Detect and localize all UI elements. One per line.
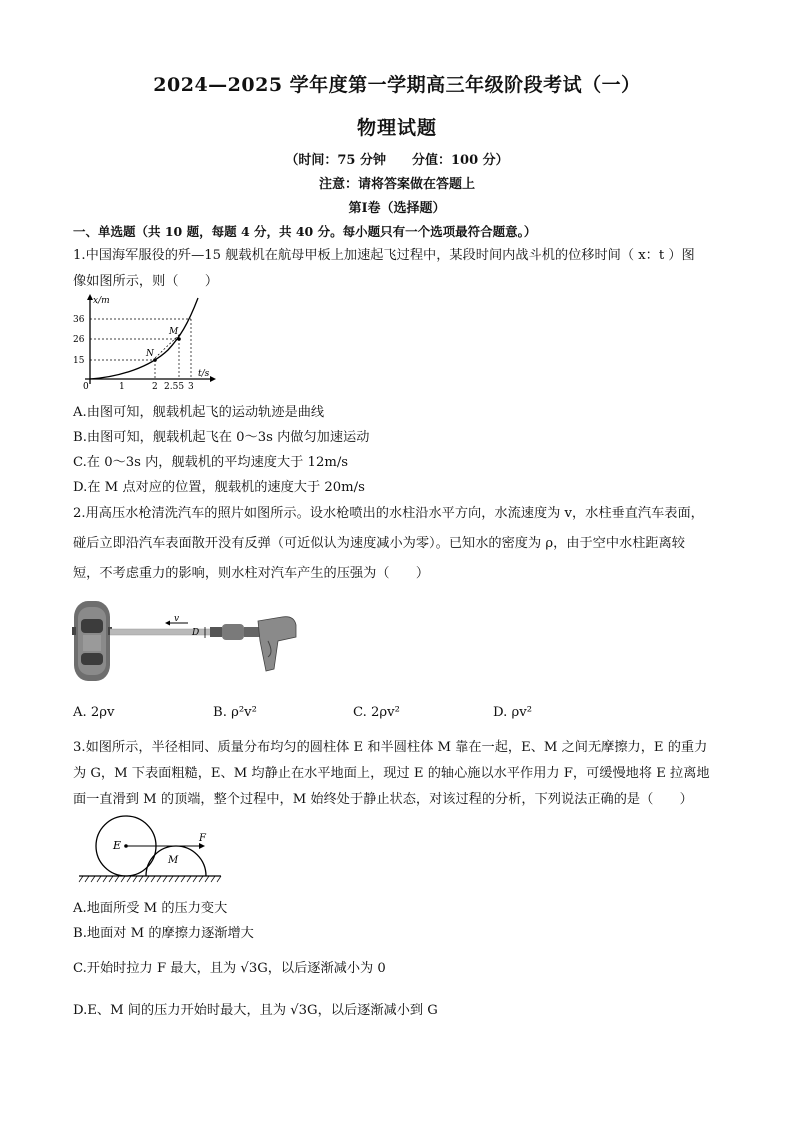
q1-xtick-2: 2 — [152, 382, 158, 392]
q3-stem-line3: 面一直滑到 M 的顶端，整个过程中，M 始终处于静止状态，对该过程的分析，下列说法正确的是（ ） — [73, 792, 693, 807]
q1-label-m: M — [169, 327, 179, 337]
q1-stem-line2: 像如图所示，则（ ） — [73, 274, 219, 289]
q3-stem-line1: 3.如图所示，半径相同、质量分布均匀的圆柱体 E 和半圆柱体 M 靠在一起，E、M 之间无摩擦力，E 的重力 — [73, 740, 708, 755]
exam-meta: （时间：75 分钟 分值：100 分） — [285, 153, 509, 168]
q2-option-b[interactable]: B. ρ²v² — [213, 705, 257, 720]
q2-water-gun-figure — [70, 597, 300, 687]
q1-xtick-3: 3 — [188, 382, 194, 392]
q1-xtick-1: 1 — [119, 382, 125, 392]
water-gun-image — [210, 617, 296, 671]
q2-option-d[interactable]: D. ρv² — [493, 705, 532, 720]
exam-volume: 第Ⅰ卷（选择题） — [348, 201, 446, 216]
q2-d-label: D — [192, 628, 200, 638]
q1-xtick-0: 0 — [83, 382, 89, 392]
exam-subject: 物理试题 — [356, 117, 437, 139]
q1-xtick-255: 2.55 — [164, 382, 185, 392]
exam-notice: 注意：请将答案做在答题上 — [318, 177, 475, 192]
q2-stem-line1: 2.用高压水枪清洗汽车的照片如图所示。设水枪喷出的水柱沿水平方向，水流速度为 v，水柱垂直汽车表面， — [73, 506, 704, 521]
q1-label-n: N — [146, 349, 154, 359]
q3-option-a[interactable]: A.地面所受 M 的压力变大 — [73, 901, 228, 916]
q1-stem — [73, 243, 723, 295]
q2-option-a[interactable]: A. 2ρv — [73, 705, 115, 720]
q1-ytick-26: 26 — [73, 335, 85, 345]
q2-stem — [73, 499, 723, 589]
q2-stem-line2: 碰后立即沿汽车表面散开没有反弹（可近似认为速度减小为零）。已知水的密度为 ρ，由于空中水柱距离较 — [73, 536, 685, 551]
section-heading: 一、单选题（共 10 题，每题 4 分，共 40 分。每小题只有一个选项最符合题意。） — [73, 224, 537, 239]
q3-f-label: F — [199, 833, 206, 844]
q3-option-b[interactable]: B.地面对 M 的摩擦力逐渐增大 — [73, 926, 254, 941]
q2-v-label: v — [174, 614, 180, 624]
q1-option-a[interactable]: A.由图可知，舰载机起飞的运动轨迹是曲线 — [73, 405, 325, 420]
q1-ytick-36: 36 — [73, 315, 85, 325]
q1-ytick-15: 15 — [73, 356, 85, 366]
q3-option-d[interactable]: D.E、M 间的压力开始时最大，且为 √3G，以后逐渐减小到 G — [73, 1003, 438, 1018]
q3-m-label: M — [168, 855, 179, 866]
q1-option-c[interactable]: C.在 0～3s 内，舰载机的平均速度大于 12m/s — [73, 455, 349, 470]
q3-cylinder-figure — [75, 812, 225, 888]
q2-option-c[interactable]: C. 2ρv² — [353, 705, 400, 720]
q1-curve — [90, 298, 198, 379]
q3-option-c[interactable]: C.开始时拉力 F 最大，且为 √3G，以后逐渐减小为 0 — [73, 961, 386, 976]
q1-point-m — [177, 337, 181, 341]
car-image — [72, 601, 112, 681]
q1-stem-line1: 1.中国海军服役的歼—15 舰载机在航母甲板上加速起飞过程中，某段时间内战斗机的位移时间（ x：t ）图 — [73, 248, 695, 263]
q1-option-b[interactable]: B.由图可知，舰载机起飞在 0～3s 内做匀加速运动 — [73, 430, 370, 445]
exam-title: 2024—2025 学年度第一学期高三年级阶段考试（一） — [153, 74, 641, 96]
q3-stem-line2: 为 G，M 下表面粗糙，E、M 均静止在水平地面上，现过 E 的轴心施以水平作用力 F，可缓慢地将 E 拉离地 — [73, 766, 710, 781]
q3-e-label: E — [113, 839, 122, 852]
q3-stem — [73, 735, 723, 813]
q2-stem-line3: 短，不考虑重力的影响，则水柱对汽车产生的压强为（ ） — [73, 566, 430, 581]
q1-y-label: x/m — [93, 296, 110, 306]
q1-x-label: t/s — [198, 369, 210, 379]
q1-option-d[interactable]: D.在 M 点对应的位置，舰载机的速度大于 20m/s — [73, 480, 365, 495]
q1-xt-graph — [70, 292, 220, 392]
